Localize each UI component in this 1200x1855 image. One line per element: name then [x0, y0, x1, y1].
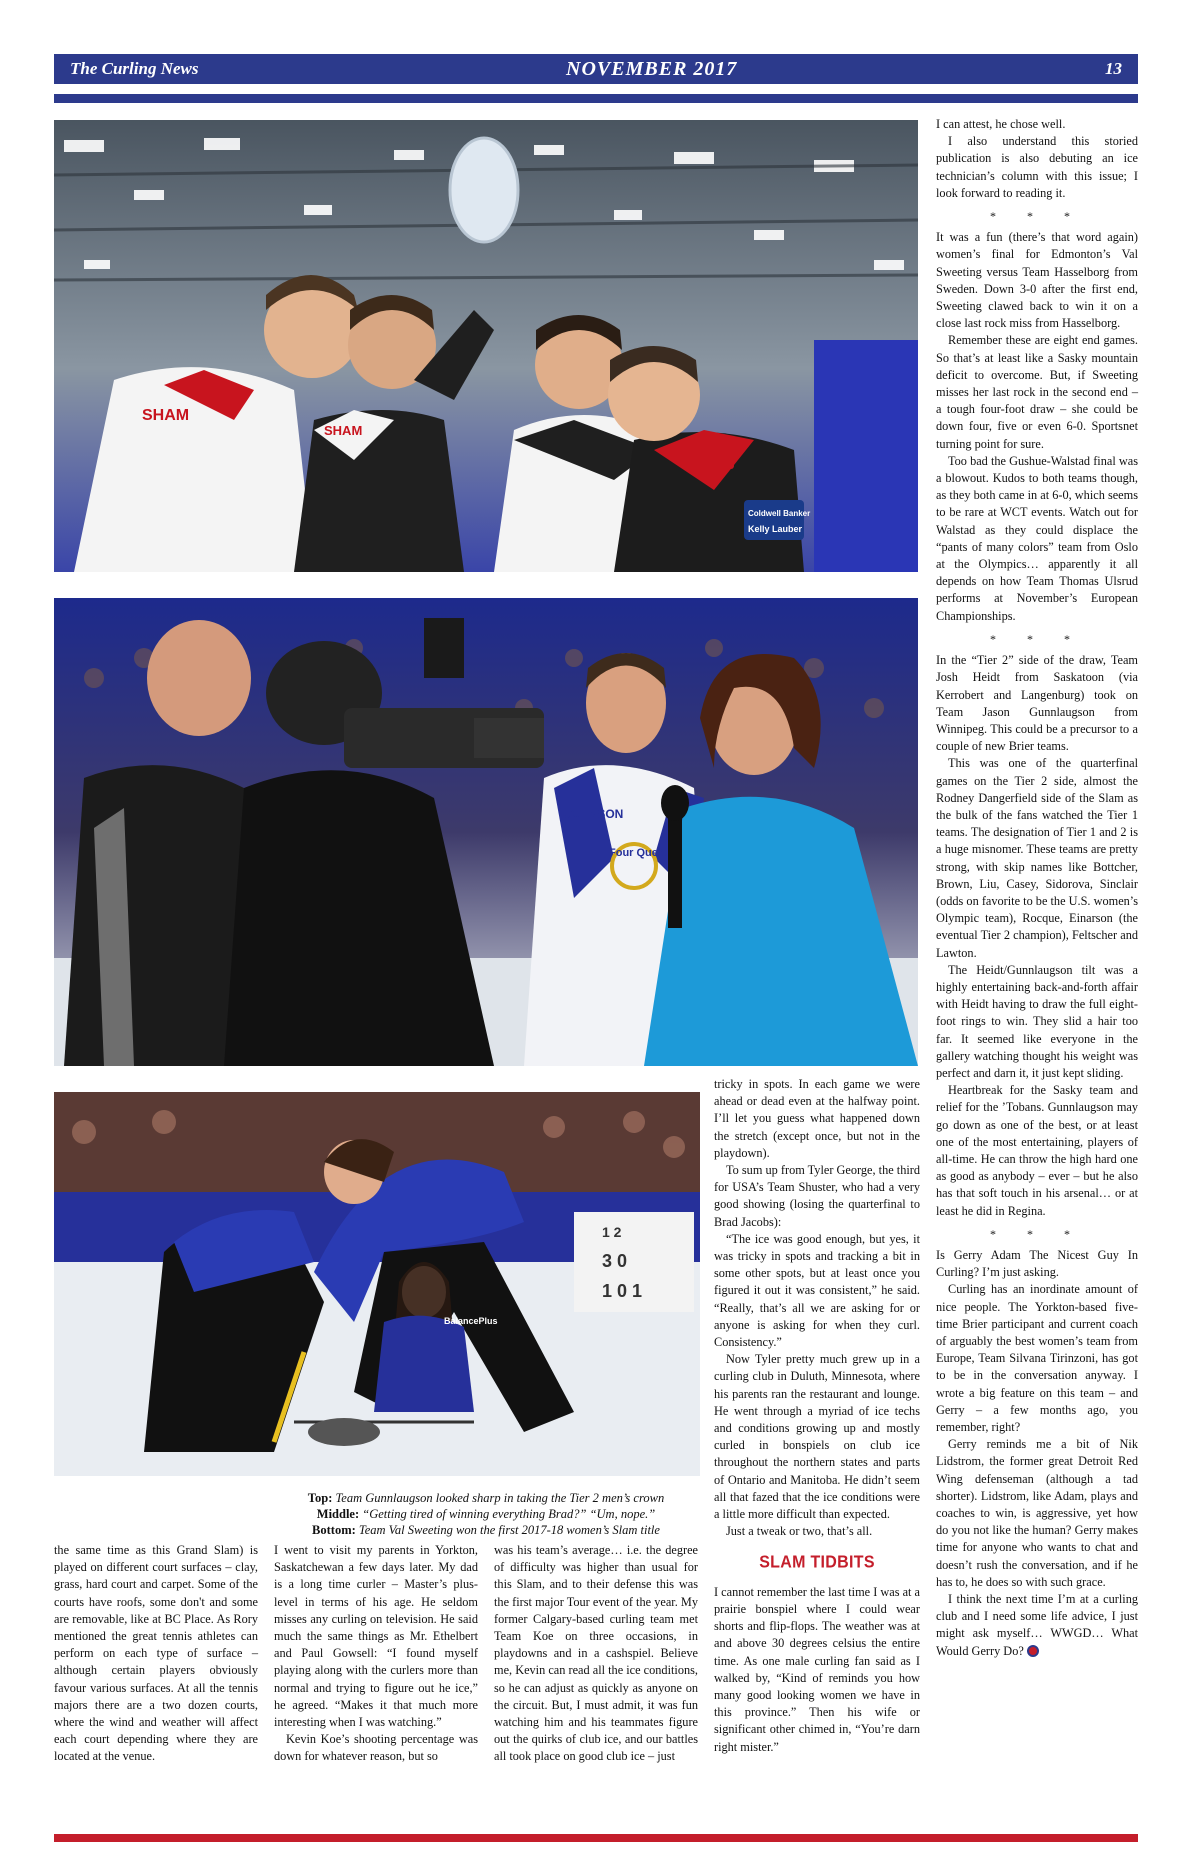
scoreboard-row-2: 3 0: [602, 1251, 628, 1271]
article-column-middle: [714, 1076, 920, 1756]
paragraph: I cannot remember the last time I was at a prairie bonspiel where I could wear shorts and flip-flops. The weather was at and above 30 degrees celsius the entire time. As one male curling fan said as I walked by, “Kind of reminds you how many good looking women we have in this province.” Then his wife or significant other chimed in, “You’re darn right mister.”: [714, 1584, 920, 1754]
section-break: * * *: [990, 631, 1084, 646]
paragraph: Gerry reminds me a bit of Nik Lidstrom, the former great Detroit Red Wing defenseman (although a tad shorter). Lidstrom, like Adam, plays and coaches to win, is aggressive, yet how do you not like the human? Gerry makes time for anyone who wants to chat and doesn’t rush the conversation, and if he has to, he does so with such grace.: [936, 1437, 1138, 1589]
paragraph: tricky in spots. In each game we were ahead or dead even at the halfway point. I’ll let you guess what happened down the stretch (except once, but not in the playdown).: [714, 1077, 920, 1160]
footer-rule: [54, 1834, 1138, 1842]
paragraph: Kevin Koe’s shooting percentage was down for whatever reason, but so: [274, 1732, 478, 1764]
page-header: [54, 54, 1138, 84]
caption-bottom-label: Bottom:: [312, 1523, 356, 1537]
caption-middle-label: Middle:: [316, 1507, 360, 1521]
paragraph: This was one of the quarterfinal games on the Tier 2 side, almost the Rodney Dangerfield side of the Slam as the bulk of the fans watched the Tier 1 teams. The designation of Tier 1 and 2 is a huge misnomer. These teams are pretty strong, with skip names like Bottcher, Brown, Liu, Casey, Sidorova, Sinclair (odds on favorite to be the U.S. women’s Olympic team), Rocque, Einarson (the eventual Tier 2 champion), Feltscher and Lawton.: [936, 756, 1138, 960]
paragraph: the same time as this Grand Slam) is played on different court surfaces – clay, grass, hard court and carpet. Some of the courts have roofs, some don't and some are removable, like at BC Place. As Rory mentioned the great tennis athletes can perform on each type of surface – although certain players obviously favour various surfaces. At all the tennis majors there are a two dozen courts, where the wind and weather will affect each court depending where they are located at the venue.: [54, 1543, 258, 1764]
paragraph: It was a fun (there’s that word again) women’s final for Edmonton’s Val Sweeting versus Team Hasselborg from Sweden. Down 3-0 after the first end, Sweeting clawed back to win it on a close last rock miss from Hasselborg.: [936, 230, 1138, 331]
article-column-2: [274, 1542, 478, 1766]
end-of-story-icon: [1027, 1645, 1039, 1657]
publication-name: The Curling News: [70, 59, 199, 78]
paragraph: Curling has an inordinate amount of nice people. The Yorkton-based five-time Brier participant and current coach of arguably the best women’s team from Europe, Team Silvana Tirinzoni, has got to be in the conversation anyway. I wrote a big feature on this team – and Gerry – a few months ago, you remember, right?: [936, 1282, 1138, 1435]
paragraph: Just a tweak or two, that’s all.: [726, 1524, 873, 1539]
section-heading: SLAM TIDBITS: [759, 1553, 875, 1573]
issue-month: NOVEMBER 2017: [566, 57, 738, 80]
page-number: 13: [1104, 59, 1122, 78]
paragraph: Remember these are eight end games. So that’s at least like a Sasky mountain deficit to overcome. But, if Sweeting misses her last rock in the second end – a tough four-foot draw – she could be down four, five or even 6-0. Sportsnet turning point for sure.: [936, 333, 1138, 451]
jersey-logo-sham: SHAM: [142, 407, 190, 424]
caption-top-label: Top:: [307, 1491, 333, 1505]
article-column-right: [936, 116, 1138, 1660]
paragraph-last-text: I think the next time I’m at a curling club and I need some life advice, I just might ask myself… WWGD… What Would Gerry Do?: [936, 1592, 1138, 1658]
paragraph: To sum up from Tyler George, the third for USA’s Team Shuster, who had a very good showing (losing the quarterfinal to Brad Jacobs):: [714, 1163, 920, 1229]
photo-team-gunnlaugson: [54, 120, 918, 572]
paragraph: Too bad the Gushue-Walstad final was a blowout. Kudos to both teams though, as they both came in at 6-0, which seems to be rare at WCT events. Watch out for Walstad as they could displace the “pants of many colors” team from Oslo at the Olympics… apparently it all depends on how Team Thomas Ulsrud performs at November’s European Championships.: [936, 453, 1138, 623]
paragraph-last: [936, 1591, 1138, 1660]
scoreboard-row-1: 1 2: [602, 1224, 622, 1240]
paragraph: was his team’s average… i.e. the degree of difficulty was higher than usual for this Slam, and to their defense this was the first major Tour event of the year. My former Calgary-based curling team met Team Koe on three occasions, in playdowns and in a cashspiel. Believe me, Kevin can read all the ice conditions, so he can adjust as quickly as anyone on the circuit. But, I must admit, it was fun watching him and his teammates figure out the quirks of club ice, and our battles all took place on good club ice – just: [494, 1543, 698, 1764]
article-column-1: [54, 1542, 258, 1766]
jersey-name: Kelly Lauber: [748, 524, 803, 534]
paragraph: Heartbreak for the Sasky team and relief for the ’Tobans. Gunnlaugson may go down as one of the best, or at least one of the most entertaining, players of all-time. He can throw the high hard one as good as anybody – ever – but he also has that soft touch in his arsenal… or at least he did in Regina.: [936, 1083, 1138, 1218]
jersey-logo-sham-2: SHAM: [324, 423, 363, 438]
header-rule: [54, 94, 1138, 103]
jersey-text: JOHNSON: [564, 807, 624, 821]
paragraph: I went to visit my parents in Yorkton, Saskatchewan a few days later. My dad is a long time curler – Master’s plus-level in terms of his age. He seldom misses any curling on television. He said much the same things as Mr. Ethelbert and Paul Gowsell: “I found myself playing along with the curlers more than normal and trying to figure out he ice,” he agreed. “Makes it that much more interesting when I was watching.”: [274, 1543, 478, 1730]
paragraph: The Heidt/Gunnlaugson tilt was a highly entertaining back-and-forth affair with Heidt having to draw the full eight-foot rings to win. They slid a hair too far. It seemed like everyone in the gallery watching thought his weight was perfect and darn it, it just kept sliding.: [936, 962, 1138, 1080]
section-break: * * *: [990, 1226, 1084, 1241]
photo-interview: [54, 598, 918, 1066]
section-break: * * *: [990, 209, 1084, 224]
jersey-sponsor-balanceplus: BalancePlus: [444, 1316, 498, 1326]
paragraph: I also understand this storied publication is also debuting an ice technician’s column with this issue; I look forward to reading it.: [936, 134, 1138, 200]
caption-bottom-text: Team Val Sweeting won the first 2017-18 women’s Slam title: [358, 1523, 660, 1537]
caption-top-text: Team Gunnlaugson looked sharp in taking the Tier 2 men’s crown: [335, 1491, 665, 1505]
paragraph: Now Tyler pretty much grew up in a curling club in Duluth, Minnesota, where his parents ran the restaurant and lounge. He went through a myriad of ice techs and conditions growing up and mostly curled in bonspiels on club ice throughout the northern states and parts of Ontario and Manitoba. He didn’t seem all that fazed that the ice conditions were a little more difficult than expected.: [714, 1352, 920, 1522]
article-column-3: [494, 1542, 698, 1766]
jersey-sponsor: Coldwell Banker: [748, 509, 811, 518]
photo-team-sweeting: [54, 1092, 700, 1476]
paragraph: In the “Tier 2” side of the draw, Team Josh Heidt from Saskatoon (via Kerrobert and Langenburg) took on Team Jason Gunnlaugson from Winnipeg. This could be a precursor to a couple of new Brier teams.: [936, 653, 1138, 754]
paragraph: I can attest, he chose well.: [936, 117, 1066, 131]
caption-middle-text: “Getting tired of winning everything Brad?” “Um, nope.”: [362, 1507, 656, 1521]
jersey-logo-fourquest: Four Quest: [609, 847, 668, 859]
scoreboard-row-3: 1 0 1: [602, 1281, 643, 1301]
paragraph: “The ice was good enough, but yes, it was tricky in spots and tracking a bit in some other spots, but at least once you figured it out it was consistent,” he said. “Really, that’s all we are asking for or anyone is asking for when they curl. Consistency.”: [714, 1231, 920, 1350]
paragraph: Is Gerry Adam The Nicest Guy In Curling? I’m just asking.: [936, 1248, 1138, 1280]
